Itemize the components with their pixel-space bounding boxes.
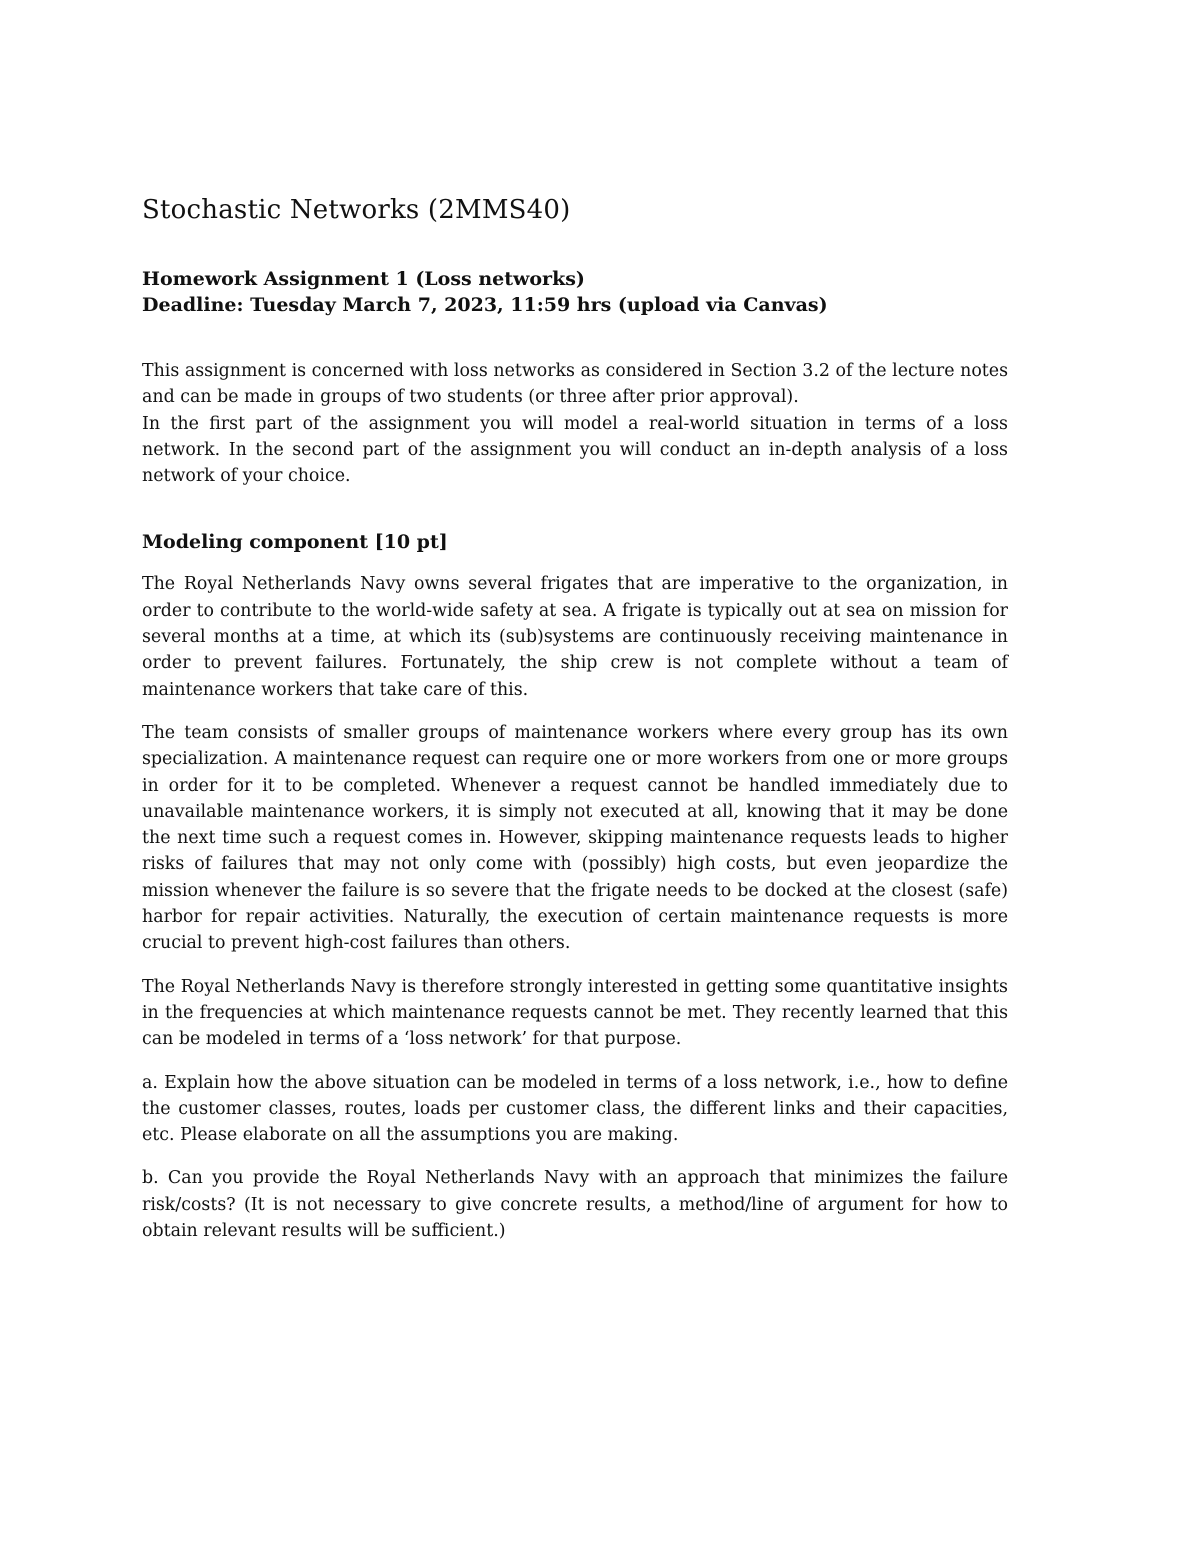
modeling-paragraph-2: The team consists of smaller groups of maintenance workers where every group has its own specialization. A maintenance request can require one or more workers from one or more groups in order for it to be completed. Whenever a request cannot be handled immediately due to unavailable maintenance workers, it is simply not executed at all, knowing that it may be done the next time such a request comes in. However, skipping maintenance requests leads to higher risks of failures that may not only come with (possibly) high costs, but even jeopardize the mission whenever the failure is so severe that the frigate needs to be docked at the closest (safe) harbor for repair activities. Naturally, the execution of certain maintenance requests is more crucial to prevent high-cost failures than others.	[142, 722, 1008, 954]
intro-section	[142, 358, 1008, 489]
modeling-paragraph-1: The Royal Netherlands Navy owns several frigates that are imperative to the organization, in order to contribute to the world-wide safety at sea. A frigate is typically out at sea on mission for several months at a time, at which its (sub)systems are continuously receiving maintenance in order to prevent failures. Fortunately, the ship crew is not complete without a team of maintenance workers that take care of this.	[142, 574, 1008, 700]
modeling-paragraph-3: The Royal Netherlands Navy is therefore strongly interested in getting some quantitative insights in the frequencies at which maintenance requests cannot be met. They recently learned that this can be modeled in terms of a ‘loss network’ for that purpose.	[142, 976, 1008, 1050]
document-page	[142, 192, 1008, 1261]
document-title: Stochastic Networks (2MMS40)	[142, 195, 571, 225]
intro-paragraph-2: In the first part of the assignment you will model a real-world situation in terms of a loss network. In the second part of the assignment you will conduct an in-depth analysis of a loss network of your choice.	[142, 413, 1008, 487]
intro-paragraph-1: This assignment is concerned with loss networks as considered in Section 3.2 of the lecture notes and can be made in groups of two students (or three after prior approval).	[142, 361, 1008, 408]
assignment-header	[142, 266, 1008, 318]
modeling-heading: Modeling component [10 pt]	[142, 531, 448, 554]
modeling-section	[142, 529, 1008, 1244]
assignment-deadline: Deadline: Tuesday March 7, 2023, 11:59 hrs (upload via Canvas)	[142, 294, 828, 316]
assignment-subtitle: Homework Assignment 1 (Loss networks)	[142, 268, 585, 290]
question-a: a. Explain how the above situation can be modeled in terms of a loss network, i.e., how to define the customer classes, routes, loads per customer class, the different links and their capacities, etc. Please elaborate on all the assumptions you are making.	[142, 1072, 1008, 1146]
question-b: b. Can you provide the Royal Netherlands Navy with an approach that minimizes the failure risk/costs? (It is not necessary to give concrete results, a method/line of argument for how to obtain relevant results will be sufficient.)	[142, 1168, 1008, 1242]
